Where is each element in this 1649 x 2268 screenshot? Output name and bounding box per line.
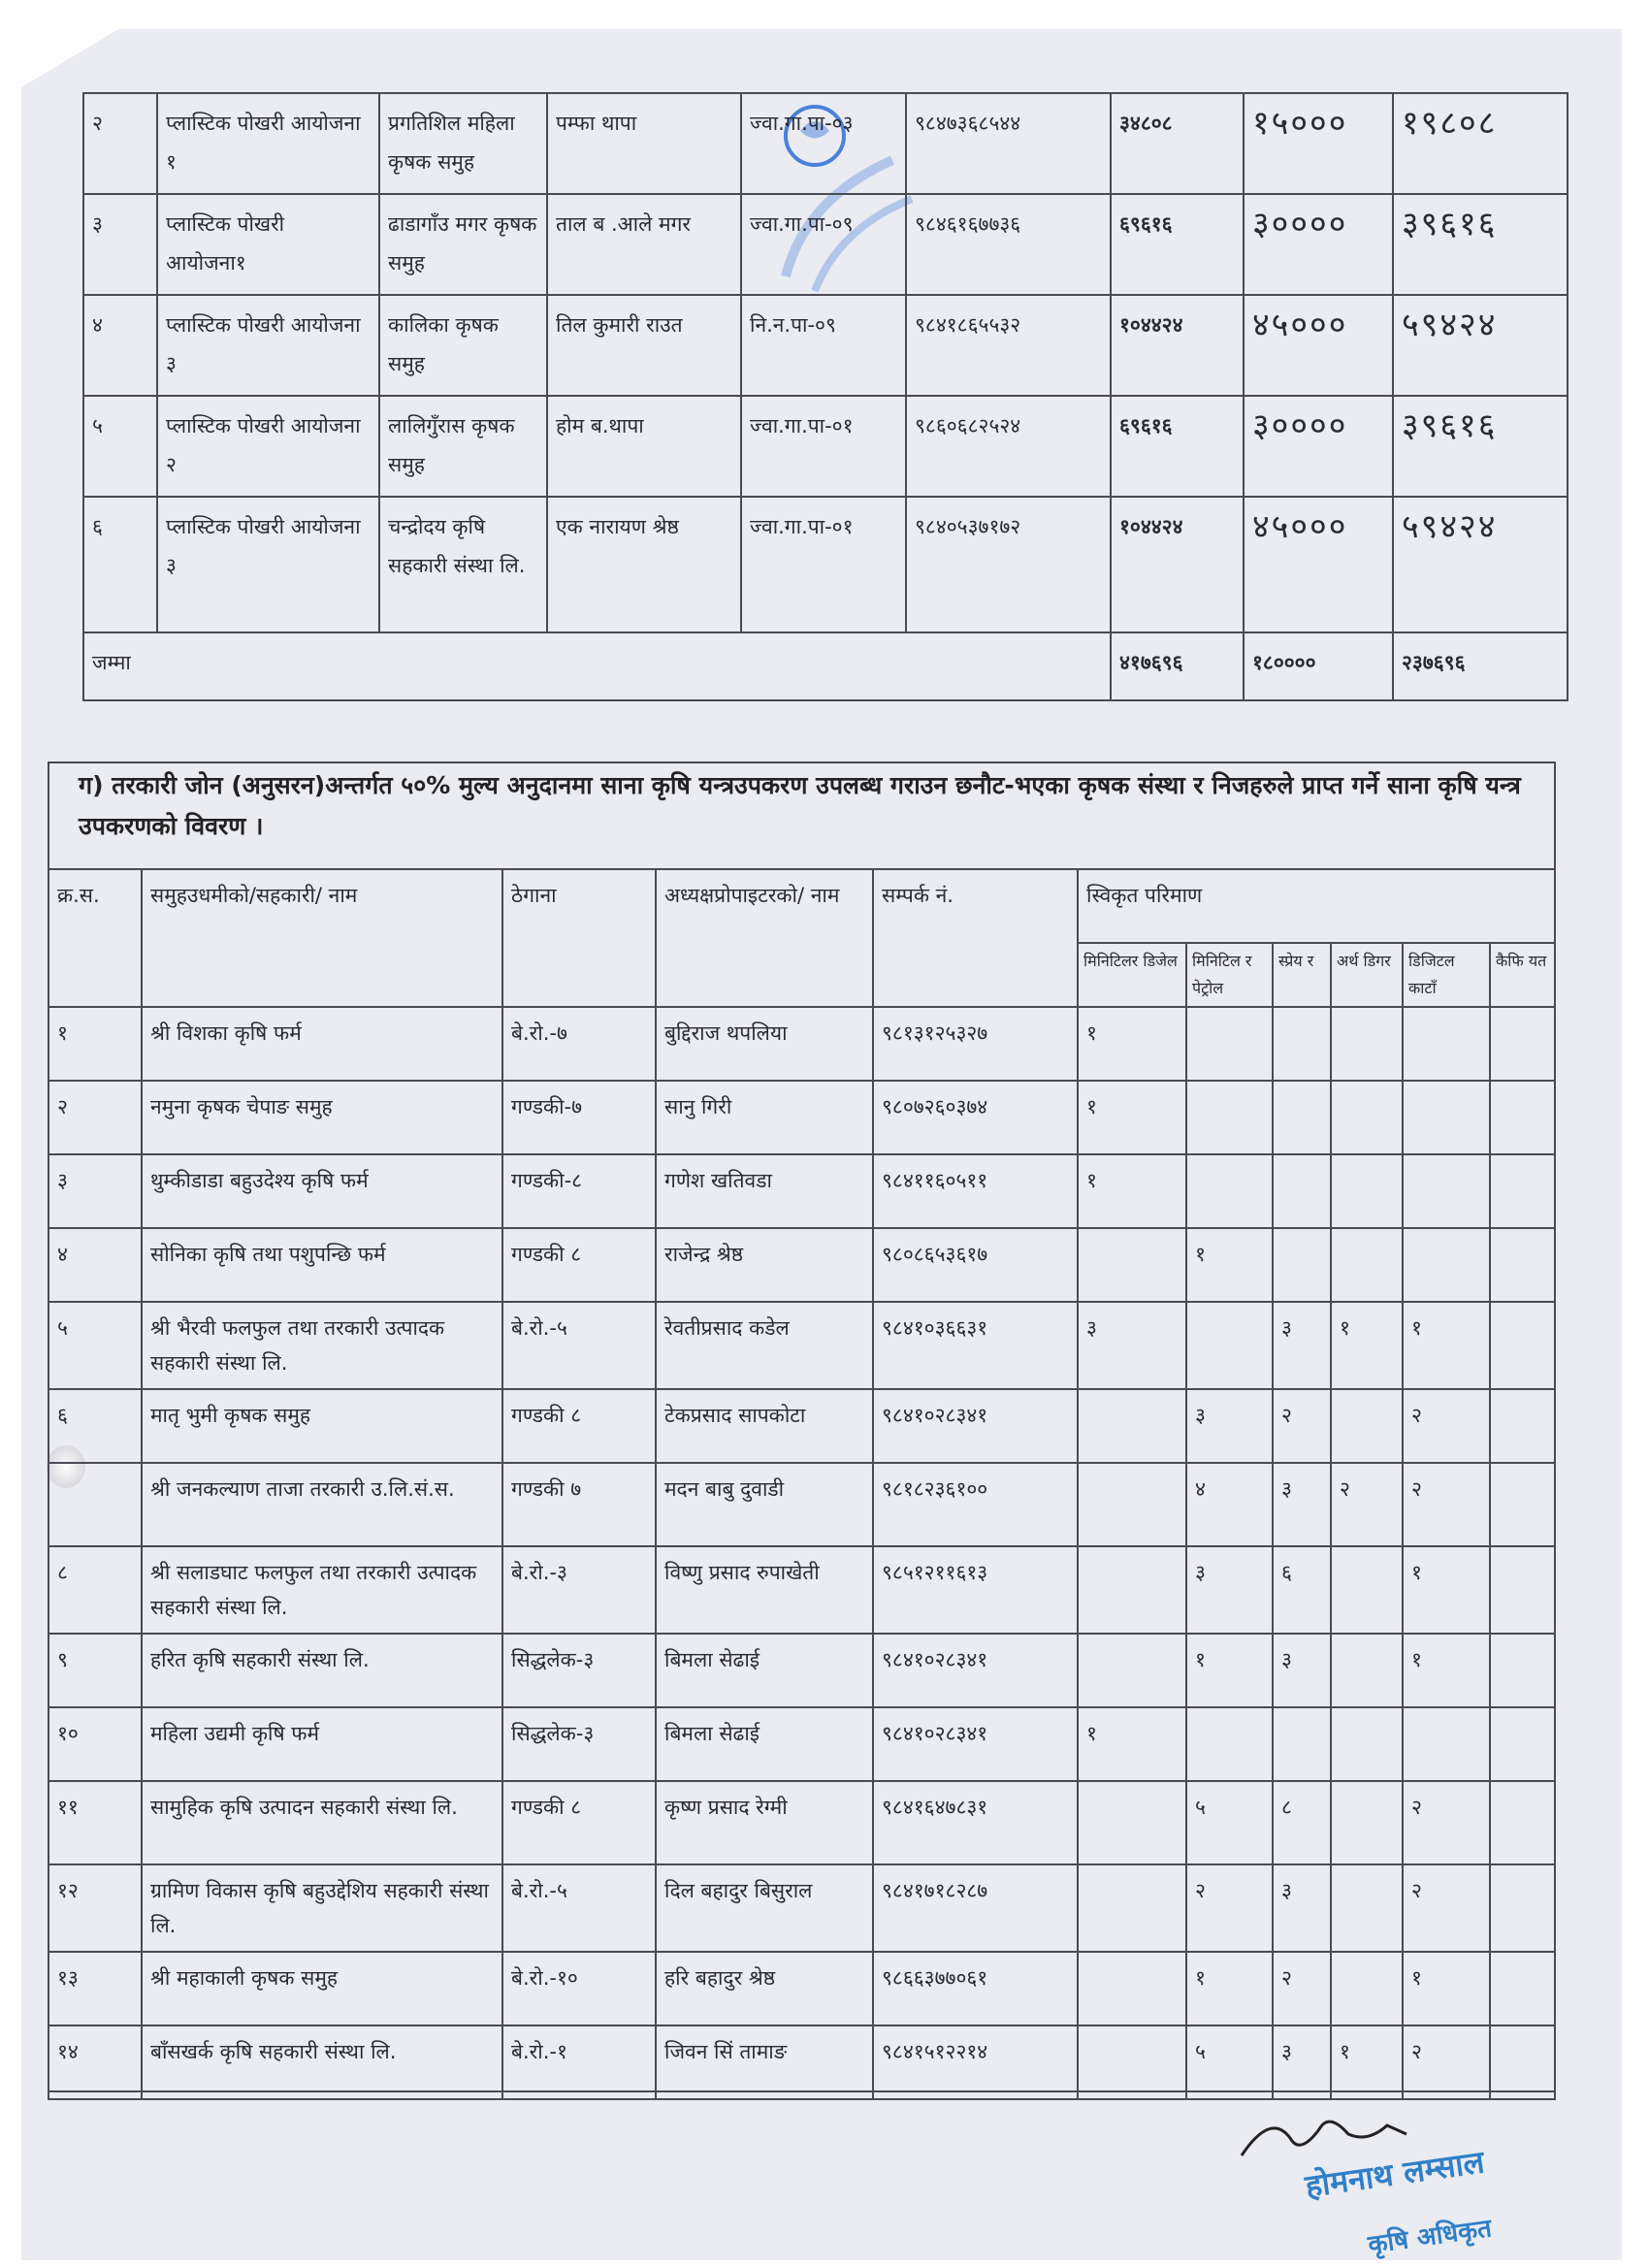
quantity-cell: १ [1186, 1952, 1273, 2025]
group-name: ढाडागाँउ मगर कृषक समुह [379, 194, 547, 295]
chair-name: दिल बहादुर बिसुराल [656, 1864, 873, 1952]
quantity-cell [1403, 1707, 1490, 1781]
total-row [83, 632, 1568, 700]
serial-number: २ [48, 1081, 142, 1154]
grant-sum: १८०००० [1244, 632, 1393, 700]
quantity-cell [1078, 1228, 1186, 1302]
quantity-cell [1490, 1952, 1555, 2025]
address: ज्वा.गा.पा-०९ [741, 194, 906, 295]
quantity-cell: २ [1403, 1781, 1490, 1864]
phone-number: ९८४१७१८२८७ [873, 1864, 1078, 1952]
equipment-table [48, 868, 1556, 2100]
organization-name: श्री सलाडघाट फलफुल तथा तरकारी उत्पादक सहकारी संस्था लि. [142, 1546, 502, 1634]
quantity-cell [1331, 1952, 1403, 2025]
phone-number: ९८४१६४७८३१ [873, 1781, 1078, 1864]
table-row [83, 93, 1568, 194]
quantity-cell: २ [1403, 1463, 1490, 1546]
table-row [48, 1864, 1555, 1952]
total-cost-sum: ४१७६९६ [1111, 632, 1244, 700]
quantity-cell: ३ [1186, 1389, 1273, 1463]
chair-name: मदन बाबु दुवाडी [656, 1463, 873, 1546]
quantity-cell [1078, 1546, 1186, 1634]
address: बे.रो.-५ [502, 1302, 656, 1389]
quantity-cell: १ [1403, 1546, 1490, 1634]
chair-name: तिल कुमारी राउत [547, 295, 741, 396]
quantity-cell: ८ [1273, 1781, 1331, 1864]
serial-number: ९ [48, 1634, 142, 1707]
section-title: ग) तरकारी जोन (अनुसरन)अन्तर्गत ५०% मुल्य अनुदानमा साना कृषि यन्त्रउपकरण उपलब्ध गराउन छनौट-भएका कृषक संस्था र निजहरुले प्राप्त गर्ने साना कृषि यन्त्र उपकरणको विवरण । [79, 771, 1521, 840]
phone-number: ९८६०६८२५२४ [906, 396, 1111, 497]
serial-number [48, 1463, 142, 1546]
total-cost: ६९६१६ [1111, 396, 1244, 497]
header-chair: अध्यक्षप्रोपाइटरको/ नाम [656, 869, 873, 1007]
organization-name: महिला उद्यमी कृषि फर्म [142, 1707, 502, 1781]
address: गण्डकी ७ [502, 1463, 656, 1546]
quantity-cell: ३ [1273, 1634, 1331, 1707]
serial-number: ४ [48, 1228, 142, 1302]
quantity-cell: १ [1078, 1081, 1186, 1154]
organization-name: श्री महाकाली कृषक समुह [142, 1952, 502, 2025]
quantity-cell: १ [1403, 1302, 1490, 1389]
phone-number: ९८१३१२५३२७ [873, 1007, 1078, 1081]
phone-number: ९८६६३७७०६१ [873, 1952, 1078, 2025]
chair-name: जिवन सिं तामाङ [656, 2025, 873, 2099]
quantity-cell [1078, 2025, 1186, 2099]
table-row [48, 1952, 1555, 2025]
serial-number: १२ [48, 1864, 142, 1952]
serial-number: ६ [83, 497, 157, 632]
address: गण्डकी-८ [502, 1154, 656, 1228]
organization-name: श्री भैरवी फलफुल तथा तरकारी उत्पादक सहकारी संस्था लि. [142, 1302, 502, 1389]
chair-name: होम ब.थापा [547, 396, 741, 497]
quantity-cell [1273, 1081, 1331, 1154]
quantity-cell [1331, 1228, 1403, 1302]
subheader-cell: डिजिटल काटाँ [1403, 943, 1490, 1007]
quantity-cell [1331, 1634, 1403, 1707]
chair-name: हरि बहादुर श्रेष्ठ [656, 1952, 873, 2025]
quantity-cell [1490, 1463, 1555, 1546]
address: सिद्धलेक-३ [502, 1707, 656, 1781]
organization-name: सामुहिक कृषि उत्पादन सहकारी संस्था लि. [142, 1781, 502, 1864]
organization-name: श्री जनकल्याण ताजा तरकारी उ.लि.सं.स. [142, 1463, 502, 1546]
project-name: प्लास्टिक पोखरी आयोजना १ [157, 93, 379, 194]
quantity-cell [1186, 1154, 1273, 1228]
header-sn: क्र.स. [48, 869, 142, 1007]
phone-number: ९८४७३६८५४४ [906, 93, 1111, 194]
header-address: ठेगाना [502, 869, 656, 1007]
phone-number: ९८४०५३७१७२ [906, 497, 1111, 632]
quantity-cell [1490, 1546, 1555, 1634]
total-cost: १०४४२४ [1111, 295, 1244, 396]
phone-number: ९८४६१६७७३६ [906, 194, 1111, 295]
signatory-name: होमनाथ लम्साल [1303, 2143, 1487, 2205]
quantity-cell [1078, 1634, 1186, 1707]
address: गण्डकी ८ [502, 1389, 656, 1463]
group-name: प्रगतिशिल महिला कृषक समुह [379, 93, 547, 194]
table-row [48, 1781, 1555, 1864]
address: ज्वा.गा.पा-०३ [741, 93, 906, 194]
chair-name: पम्फा थापा [547, 93, 741, 194]
group-name: लालिगुँरास कृषक समुह [379, 396, 547, 497]
quantity-cell [1331, 1781, 1403, 1864]
quantity-cell [1490, 1389, 1555, 1463]
quantity-cell: १ [1331, 2025, 1403, 2099]
table-row [48, 1007, 1555, 1081]
total-cost: ३४८०८ [1111, 93, 1244, 194]
address: गण्डकी ८ [502, 1228, 656, 1302]
quantity-cell: १ [1078, 1707, 1186, 1781]
table-row [48, 1546, 1555, 1634]
quantity-cell [1490, 1302, 1555, 1389]
quantity-cell [1078, 1952, 1186, 2025]
phone-number: ९८०८६५३६१७ [873, 1228, 1078, 1302]
group-name: चन्द्रोदय कृषि सहकारी संस्था लि. [379, 497, 547, 632]
organization-name: हरित कृषि सहकारी संस्था लि. [142, 1634, 502, 1707]
quantity-cell [1403, 1007, 1490, 1081]
quantity-cell: २ [1186, 1864, 1273, 1952]
quantity-cell [1490, 1864, 1555, 1952]
quantity-cell [1331, 1154, 1403, 1228]
farmer-share: ३९६१६ [1393, 194, 1568, 295]
serial-number: १३ [48, 1952, 142, 2025]
quantity-cell: १ [1186, 1634, 1273, 1707]
quantity-cell [1331, 1081, 1403, 1154]
chair-name: राजेन्द्र श्रेष्ठ [656, 1228, 873, 1302]
subheader-cell: कैफि यत [1490, 943, 1555, 1007]
grant-amount: ३०००० [1244, 396, 1393, 497]
phone-number: ९८४१०२८३४१ [873, 1389, 1078, 1463]
table-row [48, 1389, 1555, 1463]
quantity-cell: ३ [1078, 1302, 1186, 1389]
project-name: प्लास्टिक पोखरी आयोजना २ [157, 396, 379, 497]
phone-number: ९८४१५१२२१४ [873, 2025, 1078, 2099]
table-row [48, 1302, 1555, 1389]
grant-amount: ४५००० [1244, 497, 1393, 632]
serial-number: ८ [48, 1546, 142, 1634]
total-cost: १०४४२४ [1111, 497, 1244, 632]
address: ज्वा.गा.पा-०१ [741, 396, 906, 497]
quantity-cell [1490, 1154, 1555, 1228]
quantity-cell: २ [1331, 1463, 1403, 1546]
organization-name: नमुना कृषक चेपाङ समुह [142, 1081, 502, 1154]
quantity-cell: ३ [1273, 1302, 1331, 1389]
quantity-cell [1186, 1007, 1273, 1081]
table-row [48, 2025, 1555, 2099]
phone-number: ९८१८२३६१०० [873, 1463, 1078, 1546]
table-row [83, 295, 1568, 396]
organization-name: श्री विशका कृषि फर्म [142, 1007, 502, 1081]
address: ज्वा.गा.पा-०१ [741, 497, 906, 632]
serial-number: १० [48, 1707, 142, 1781]
serial-number: १४ [48, 2025, 142, 2099]
address: बे.रो.-१० [502, 1952, 656, 2025]
plastic-pond-table [82, 92, 1568, 701]
quantity-cell [1078, 1389, 1186, 1463]
folded-corner [21, 29, 118, 87]
table-row [48, 1228, 1555, 1302]
chair-name: बिमला सेढाई [656, 1634, 873, 1707]
phone-number: ९८०७२६०३७४ [873, 1081, 1078, 1154]
quantity-cell: १ [1403, 1634, 1490, 1707]
address: गण्डकी ८ [502, 1781, 656, 1864]
quantity-cell [1490, 1634, 1555, 1707]
quantity-cell: २ [1403, 2025, 1490, 2099]
chair-name: कृष्ण प्रसाद रेग्मी [656, 1781, 873, 1864]
address: बे.रो.-१ [502, 2025, 656, 2099]
chair-name: एक नारायण श्रेष्ठ [547, 497, 741, 632]
quantity-cell: १ [1186, 1228, 1273, 1302]
quantity-cell: १ [1403, 1952, 1490, 2025]
table-row [83, 497, 1568, 632]
table-row [83, 194, 1568, 295]
header-row [48, 869, 1555, 943]
quantity-cell: २ [1403, 1864, 1490, 1952]
project-name: प्लास्टिक पोखरी आयोजना ३ [157, 497, 379, 632]
quantity-cell [1078, 1864, 1186, 1952]
table-row [48, 1463, 1555, 1546]
subheader-cell: स्प्रेय र [1273, 943, 1331, 1007]
organization-name: मातृ भुमी कृषक समुह [142, 1389, 502, 1463]
quantity-cell [1186, 1081, 1273, 1154]
serial-number: ५ [48, 1302, 142, 1389]
organization-name: बाँसखर्क कृषि सहकारी संस्था लि. [142, 2025, 502, 2099]
quantity-cell: २ [1273, 1952, 1331, 2025]
quantity-cell [1490, 1707, 1555, 1781]
quantity-cell [1331, 1389, 1403, 1463]
subheader-cell: मिनिटिल र पेट्रोल [1186, 943, 1273, 1007]
quantity-cell: ३ [1273, 2025, 1331, 2099]
header-name: समुहउधमीको/सहकारी/ नाम [142, 869, 502, 1007]
subheader-cell: मिनिटिलर डिजेल [1078, 943, 1186, 1007]
phone-number: ९८४११६०५११ [873, 1154, 1078, 1228]
header-approved: स्विकृत परिमाण [1078, 869, 1555, 943]
quantity-cell [1273, 1007, 1331, 1081]
grant-amount: १५००० [1244, 93, 1393, 194]
farmer-share: ५९४२४ [1393, 295, 1568, 396]
phone-number: ९८४१८६५५३२ [906, 295, 1111, 396]
quantity-cell [1273, 1154, 1331, 1228]
quantity-cell [1403, 1154, 1490, 1228]
signature-block [1222, 2107, 1552, 2262]
quantity-cell: २ [1403, 1389, 1490, 1463]
quantity-cell [1186, 1302, 1273, 1389]
serial-number: ६ [48, 1389, 142, 1463]
quantity-cell: ५ [1186, 1781, 1273, 1864]
farmer-share: ५९४२४ [1393, 497, 1568, 632]
phone-number: ९८४१०३६६३१ [873, 1302, 1078, 1389]
subheader-cell: अर्थ डिगर [1331, 943, 1403, 1007]
address: बे.रो.-५ [502, 1864, 656, 1952]
farmer-share: ३९६१६ [1393, 396, 1568, 497]
organization-name: थुम्कीडाडा बहुउदेश्य कृषि फर्म [142, 1154, 502, 1228]
address: नि.न.पा-०९ [741, 295, 906, 396]
table-row [83, 396, 1568, 497]
quantity-cell: १ [1331, 1302, 1403, 1389]
quantity-cell [1078, 1463, 1186, 1546]
chair-name: टेकप्रसाद सापकोटा [656, 1389, 873, 1463]
address: बे.रो.-३ [502, 1546, 656, 1634]
quantity-cell: ३ [1273, 1463, 1331, 1546]
quantity-cell [1331, 1864, 1403, 1952]
phone-number: ९८४१०२८३४१ [873, 1707, 1078, 1781]
project-name: प्लास्टिक पोखरी आयोजना१ [157, 194, 379, 295]
group-name: कालिका कृषक समुह [379, 295, 547, 396]
organization-name: सोनिका कृषि तथा पशुपन्छि फर्म [142, 1228, 502, 1302]
farmer-share: १९८०८ [1393, 93, 1568, 194]
quantity-cell: ३ [1186, 1546, 1273, 1634]
address: गण्डकी-७ [502, 1081, 656, 1154]
quantity-cell: ६ [1273, 1546, 1331, 1634]
quantity-cell [1490, 1081, 1555, 1154]
quantity-cell [1273, 1707, 1331, 1781]
quantity-cell: ३ [1273, 1864, 1331, 1952]
header-phone: सम्पर्क नं. [873, 869, 1078, 1007]
serial-number: ३ [83, 194, 157, 295]
quantity-cell [1490, 2025, 1555, 2099]
quantity-cell: १ [1078, 1007, 1186, 1081]
phone-number: ९८४१०२८३४१ [873, 1634, 1078, 1707]
quantity-cell [1273, 1228, 1331, 1302]
address: सिद्धलेक-३ [502, 1634, 656, 1707]
serial-number: १ [48, 1007, 142, 1081]
grant-amount: ४५००० [1244, 295, 1393, 396]
chair-name: सानु गिरी [656, 1081, 873, 1154]
quantity-cell [1490, 1781, 1555, 1864]
phone-number: ९८५१२११६१३ [873, 1546, 1078, 1634]
serial-number: ४ [83, 295, 157, 396]
chair-name: ताल ब .आले मगर [547, 194, 741, 295]
signatory-title: कृषि अधिकृत [1366, 2214, 1494, 2260]
chair-name: विष्णु प्रसाद रुपाखेती [656, 1546, 873, 1634]
serial-number: ११ [48, 1781, 142, 1864]
quantity-cell [1331, 1007, 1403, 1081]
total-cost: ६९६१६ [1111, 194, 1244, 295]
serial-number: ५ [83, 396, 157, 497]
quantity-cell: ४ [1186, 1463, 1273, 1546]
table-row [48, 1081, 1555, 1154]
quantity-cell [1403, 1228, 1490, 1302]
quantity-cell: ५ [1186, 2025, 1273, 2099]
chair-name: बुद्दिराज थपलिया [656, 1007, 873, 1081]
quantity-cell: २ [1273, 1389, 1331, 1463]
project-name: प्लास्टिक पोखरी आयोजना ३ [157, 295, 379, 396]
serial-number: ३ [48, 1154, 142, 1228]
chair-name: बिमला सेढाई [656, 1707, 873, 1781]
chair-name: गणेश खतिवडा [656, 1154, 873, 1228]
serial-number: २ [83, 93, 157, 194]
grant-amount: ३०००० [1244, 194, 1393, 295]
quantity-cell: १ [1078, 1154, 1186, 1228]
quantity-cell [1078, 1781, 1186, 1864]
address: बे.रो.-७ [502, 1007, 656, 1081]
total-label: जम्मा [83, 632, 1111, 700]
quantity-cell [1186, 1707, 1273, 1781]
quantity-cell [1331, 1707, 1403, 1781]
quantity-cell [1331, 1546, 1403, 1634]
table-row [48, 1634, 1555, 1707]
quantity-cell [1403, 1081, 1490, 1154]
quantity-cell [1490, 1228, 1555, 1302]
quantity-cell [1490, 1007, 1555, 1081]
table-row [48, 1154, 1555, 1228]
chair-name: रेवतीप्रसाद कडेल [656, 1302, 873, 1389]
organization-name: ग्रामिण विकास कृषि बहुउद्देशिय सहकारी संस्था लि. [142, 1864, 502, 1952]
table-row [48, 1707, 1555, 1781]
share-sum: २३७६९६ [1393, 632, 1568, 700]
